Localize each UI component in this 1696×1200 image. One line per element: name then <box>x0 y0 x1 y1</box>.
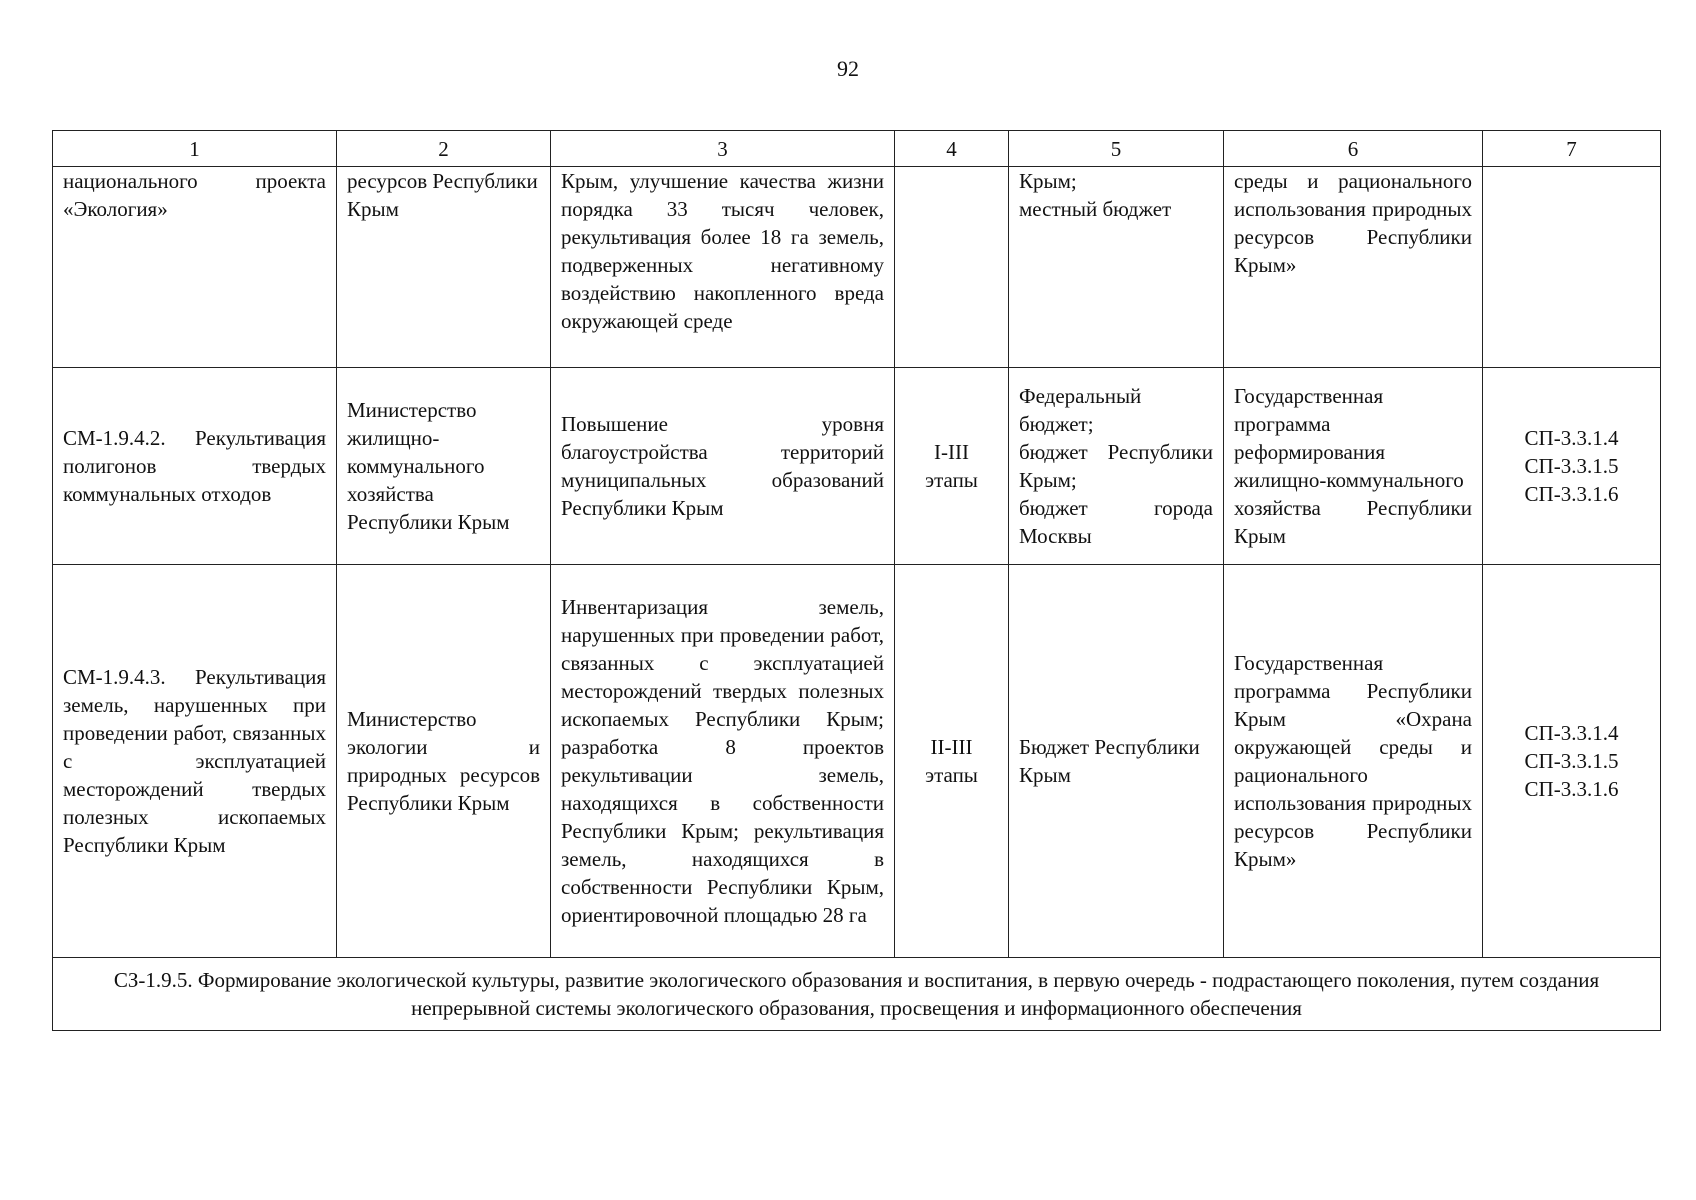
funding-cell <box>1009 565 1224 958</box>
stage-cell: I-III этапы <box>895 368 1009 565</box>
column-header: 6 <box>1224 131 1483 167</box>
column-number-row <box>53 131 1661 167</box>
column-header: 2 <box>337 131 551 167</box>
program-cell: Государственная программа реформирования жилищно-коммунального хозяйства Республики Крым <box>1224 368 1483 565</box>
measure-cell: национального проекта «Экология» <box>53 167 337 368</box>
program-cell: среды и рационального использования природных ресурсов Республики Крым» <box>1224 167 1483 368</box>
table-row <box>53 368 1661 565</box>
indicator-code: СП-3.3.1.4 <box>1524 721 1619 745</box>
column-header: 3 <box>551 131 895 167</box>
measure-cell: СМ-1.9.4.3. Рекультивация земель, нарушенных при проведении работ, связанных с эксплуатацией месторождений твердых полезных ископаемых Республики Крым <box>53 565 337 958</box>
column-header: 4 <box>895 131 1009 167</box>
measure-cell: СМ-1.9.4.2. Рекультивация полигонов твердых коммунальных отходов <box>53 368 337 565</box>
funding-line: бюджет города Москвы <box>1019 496 1213 548</box>
funding-line: Федеральный бюджет; <box>1019 384 1142 436</box>
funding-line: бюджет Республики Крым; <box>1019 440 1213 492</box>
indicator-code: СП-3.3.1.6 <box>1524 482 1619 506</box>
funding-line: местный бюджет <box>1019 197 1172 221</box>
indicator-cell <box>1483 167 1661 368</box>
funding-cell <box>1009 368 1224 565</box>
indicator-cell <box>1483 368 1661 565</box>
stage-cell <box>895 167 1009 368</box>
funding-cell <box>1009 167 1224 368</box>
table-row <box>53 167 1661 368</box>
funding-line: Бюджет Республики Крым <box>1019 735 1200 787</box>
goal-cell: СЗ-1.9.5. Формирование экологической культуры, развитие экологического образования и воспитания, в первую очередь - подрастающего поколения, путем создания непрерывной системы экологического образования, просвещения и информационного обеспечения <box>53 958 1661 1031</box>
table-row <box>53 565 1661 958</box>
funding-line: Крым; <box>1019 169 1077 193</box>
indicator-cell <box>1483 565 1661 958</box>
result-cell: Повышение уровня благоустройства территорий муниципальных образований Республики Крым <box>551 368 895 565</box>
executor-cell: Министерство экологии и природных ресурсов Республики Крым <box>337 565 551 958</box>
indicator-code: СП-3.3.1.5 <box>1524 454 1619 478</box>
goal-row <box>53 958 1661 1031</box>
executor-cell: Министерство жилищно-коммунального хозяйства Республики Крым <box>337 368 551 565</box>
stage-cell: II-III этапы <box>895 565 1009 958</box>
result-cell: Инвентаризация земель, нарушенных при проведении работ, связанных с эксплуатацией месторождений твердых полезных ископаемых Республики Крым; разработка 8 проектов рекультивации земель, находящихся в собственности Республики Крым; рекультивация земель, находящихся в собственности Республики Крым, ориентировочной площадью 28 га <box>551 565 895 958</box>
column-header: 5 <box>1009 131 1224 167</box>
column-header: 1 <box>53 131 337 167</box>
executor-cell: ресурсов Республики Крым <box>337 167 551 368</box>
indicator-code: СП-3.3.1.6 <box>1524 777 1619 801</box>
measures-table <box>52 130 1661 1031</box>
page-number: 92 <box>837 56 859 81</box>
indicator-code: СП-3.3.1.5 <box>1524 749 1619 773</box>
indicator-code: СП-3.3.1.4 <box>1524 426 1619 450</box>
program-cell: Государственная программа Республики Крым «Охрана окружающей среды и рационального использования природных ресурсов Республики Крым» <box>1224 565 1483 958</box>
result-cell: Крым, улучшение качества жизни порядка 33 тысяч человек, рекультивация более 18 га земель, подверженных негативному воздействию накопленного вреда окружающей среде <box>551 167 895 368</box>
column-header: 7 <box>1483 131 1661 167</box>
